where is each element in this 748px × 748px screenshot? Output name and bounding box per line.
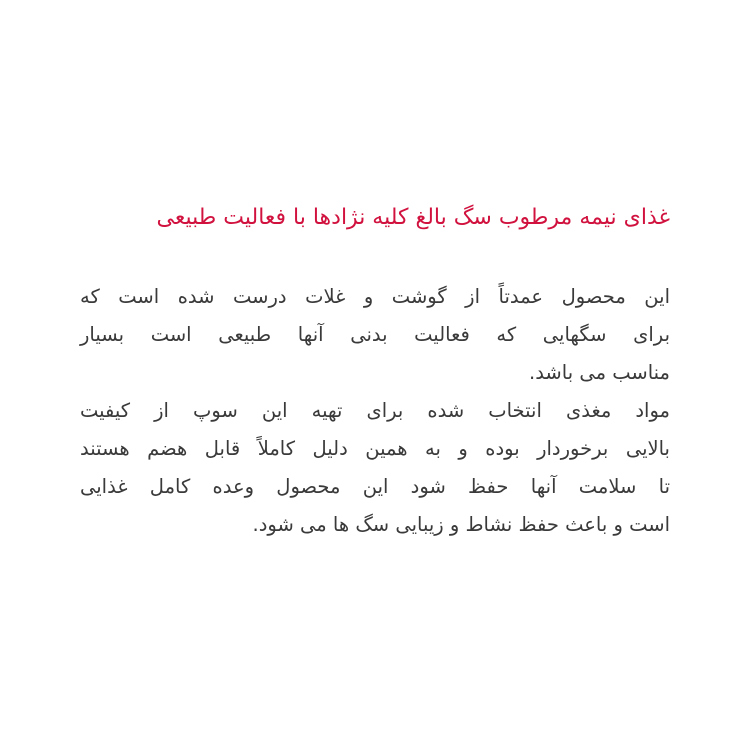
description-body — [80, 278, 670, 544]
description-line: مناسب می باشد. — [529, 361, 670, 384]
description-line: برای سگهایی که فعالیت بدنی آنها طبیعی است بسیار — [80, 323, 670, 346]
description-line: مواد مغذی انتخاب شده برای تهیه این سوپ از کیفیت — [80, 399, 670, 422]
description-line: بالایی برخوردار بوده و به همین دلیل کاملاً قابل هضم هستند — [80, 437, 670, 460]
description-line: است و باعث حفظ نشاط و زیبایی سگ ها می شود. — [252, 513, 670, 536]
product-description — [80, 196, 670, 544]
description-line: تا سلامت آنها حفظ شود این محصول وعده کامل غذایی — [80, 475, 670, 498]
product-title: غذای نیمه مرطوب سگ بالغ کلیه نژادها با فعالیت طبیعی — [156, 205, 670, 230]
description-line: این محصول عمدتاً از گوشت و غلات درست شده است که — [80, 285, 670, 308]
